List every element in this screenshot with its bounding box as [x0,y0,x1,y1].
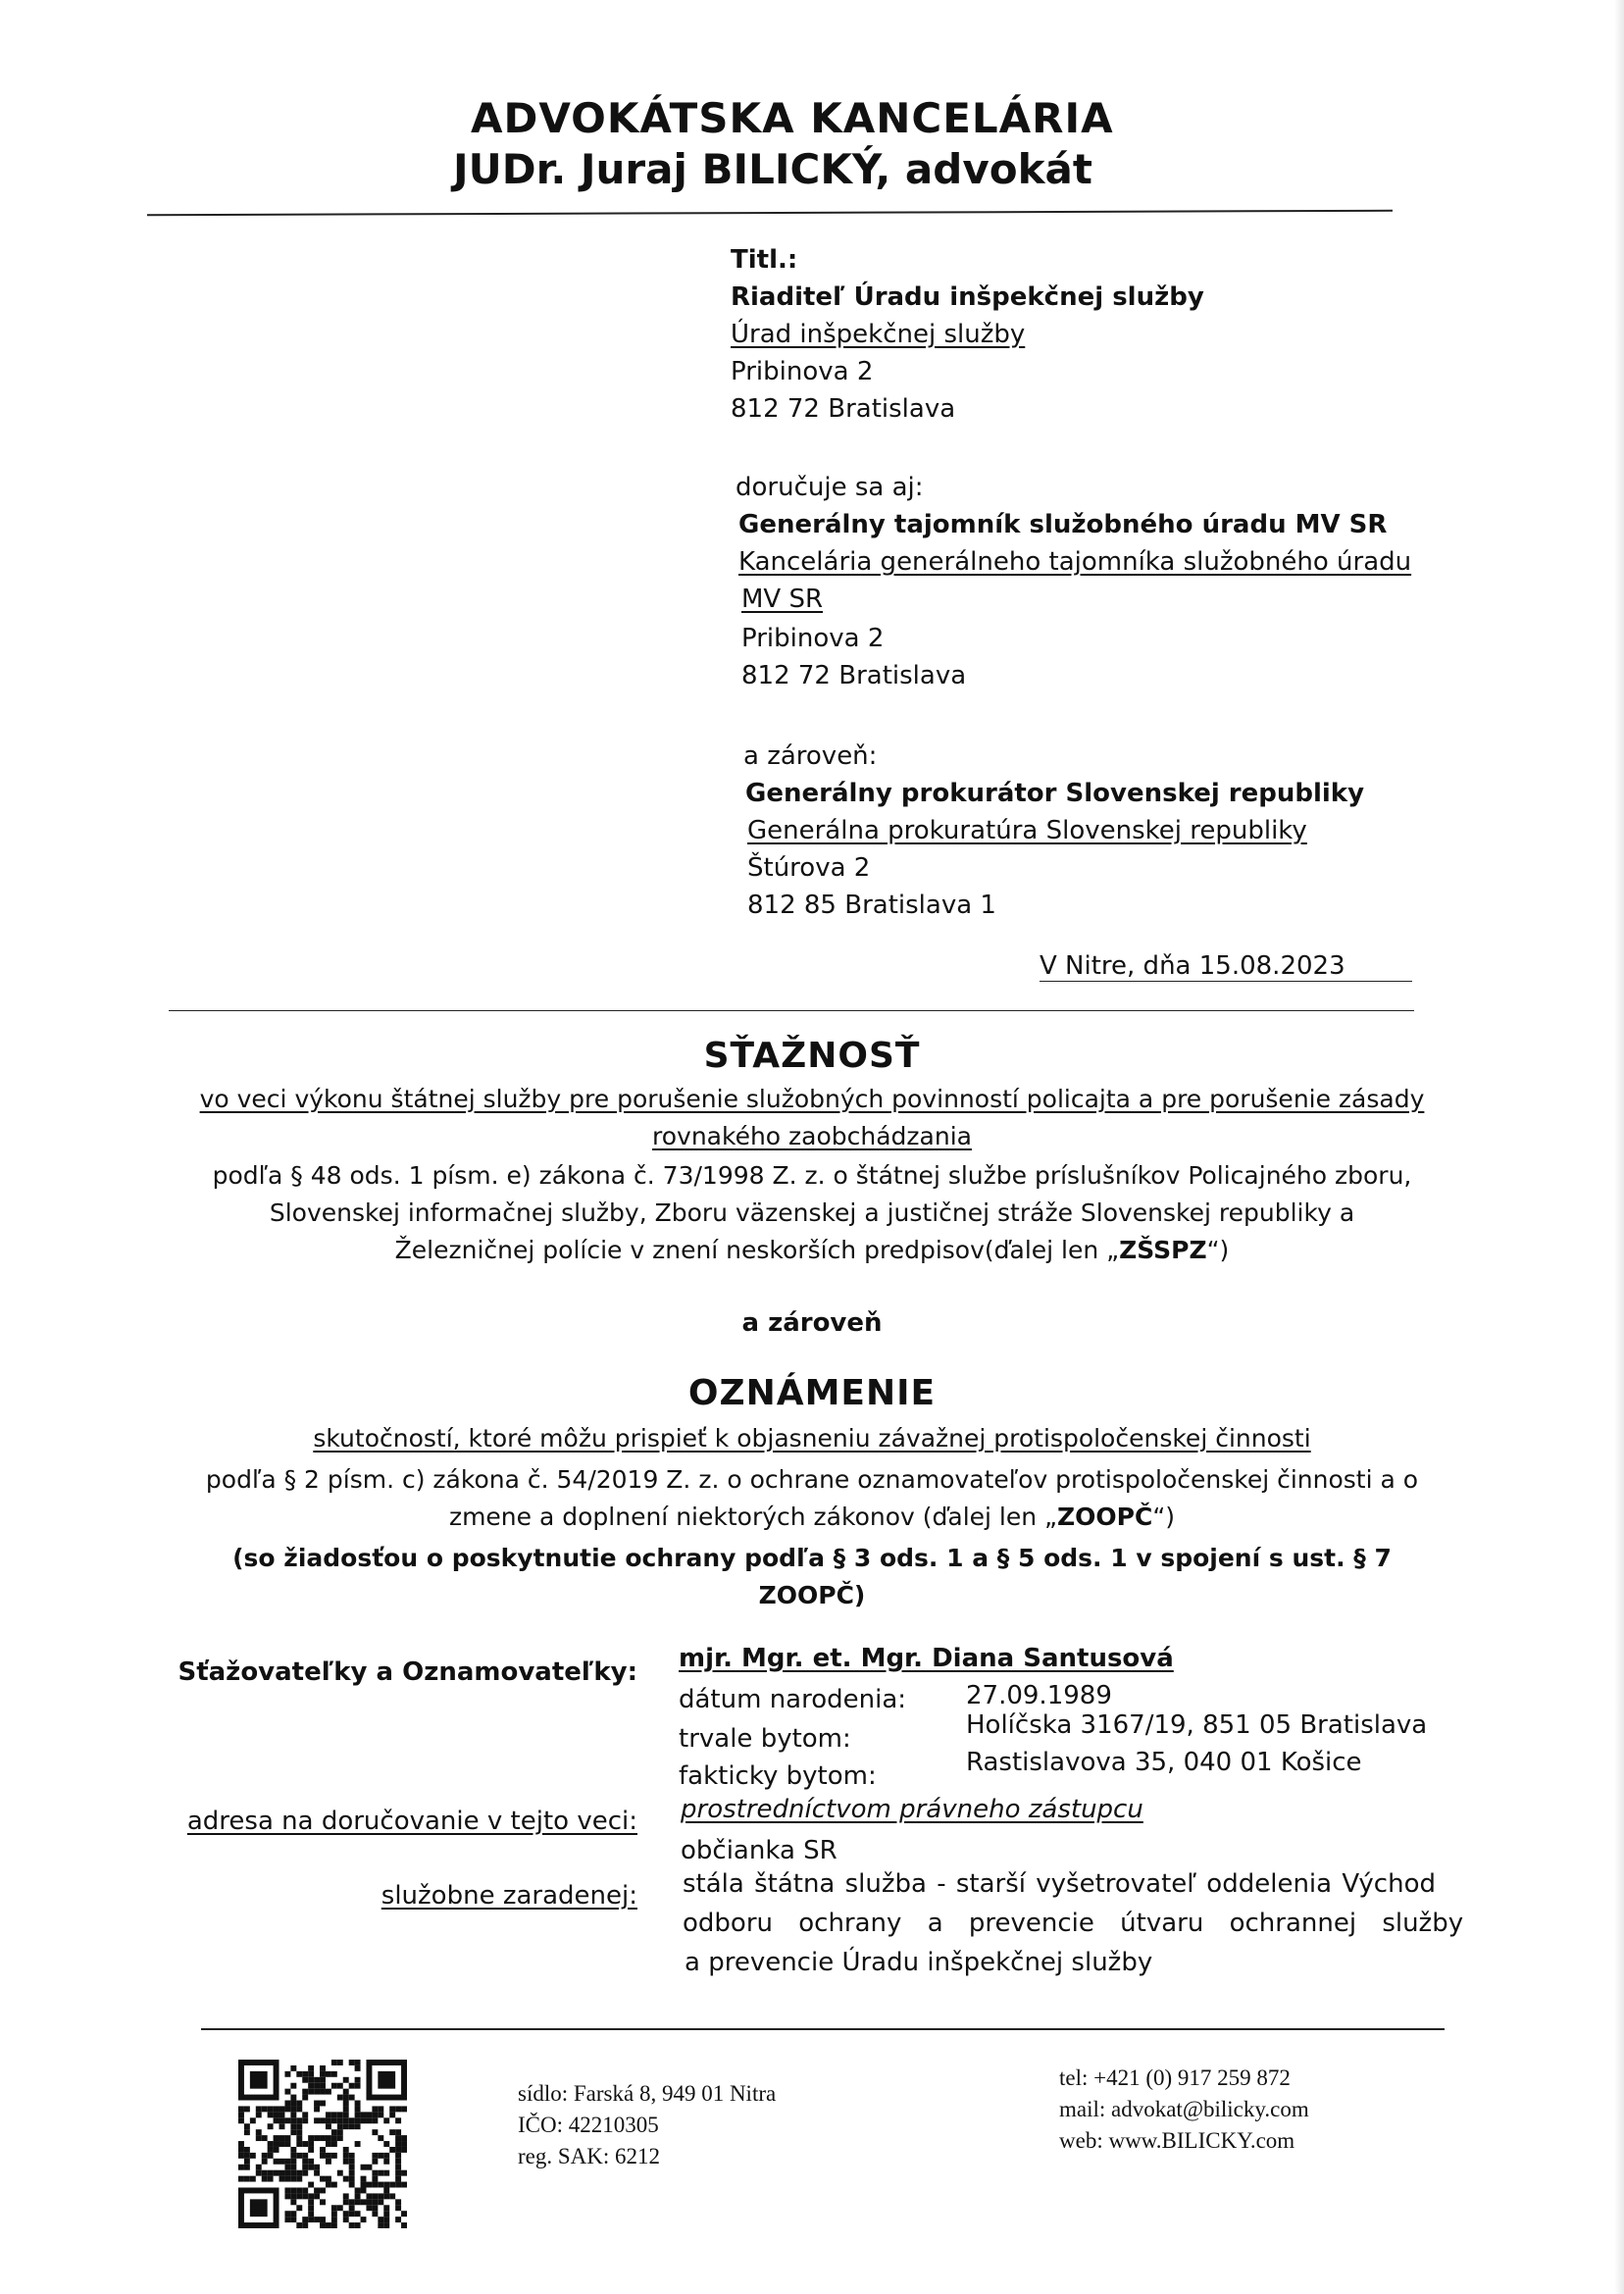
delivery-address-value: prostredníctvom právneho zástupcu [681,1795,1143,1824]
protection-request-line2: ZOOPČ) [758,1581,866,1609]
party-role-label: Sťažovateľky a Oznamovateľky: [178,1657,637,1687]
lawyer-name: JUDr. Juraj BILICKÝ, advokát [453,145,1092,193]
footer-ico: IČO: 42210305 [518,2113,659,2137]
recipient2-street: Pribinova 2 [741,624,885,653]
actual-address-label: fakticky bytom: [679,1761,877,1791]
citizenship: občianka SR [681,1836,837,1865]
notice-title: OZNÁMENIE [687,1373,937,1413]
footer-web: web: www.BILICKY.com [1059,2128,1295,2153]
zsspz-abbreviation: ZŠSPZ [1119,1236,1207,1264]
recipient2-city: 812 72 Bratislava [741,661,967,690]
zoopc-abbreviation: ZOOPČ [1057,1503,1153,1531]
recipient1-city: 812 72 Bratislava [731,394,956,424]
section-rule [169,1010,1414,1011]
recipient3-street: Štúrova 2 [747,853,871,883]
perm-address-label: trvale bytom: [679,1724,851,1754]
recipient1-office: Úrad inšpekčnej služby [731,320,1026,349]
recipient3-city: 812 85 Bratislava 1 [747,891,996,920]
titl-label: Titl.: [731,245,798,275]
service-line2: odboru ochrany a prevencie útvaru ochrannej služby [683,1909,1464,1938]
footer-tel: tel: +421 (0) 917 259 872 [1059,2065,1291,2090]
date-rule [1040,981,1412,982]
complaint-law-line3-close: “) [1206,1236,1230,1264]
notice-law-line2-close: “) [1152,1503,1176,1531]
recipient2-office-line2: MV SR [741,585,824,614]
recipient2-office-line1: Kancelária generálneho tajomníka služobného úradu [738,547,1412,577]
connector-text: a zároveň [741,1308,883,1338]
complaint-title: SŤAŽNOSŤ [703,1036,921,1076]
notice-law-line2-text: zmene a doplnení niektorých zákonov (ďalej len „ [448,1503,1057,1531]
footer-sak: reg. SAK: 6212 [518,2144,661,2168]
notice-law-line1: podľa § 2 písm. c) zákona č. 54/2019 Z. z. o ochrane oznamovateľov protispoločenskej činnosti a o [205,1465,1419,1494]
perm-address-value: Holíčska 3167/19, 851 05 Bratislava [966,1710,1428,1740]
complaint-subject-line2: rovnakého zaobchádzania [652,1122,972,1150]
party-name: mjr. Mgr. et. Mgr. Diana Santusová [679,1644,1174,1673]
service-line3: a prevencie Úradu inšpekčnej služby [685,1948,1153,1977]
recipient1-name: Riaditeľ Úradu inšpekčnej služby [731,282,1204,312]
recipient2-name: Generálny tajomník služobného úradu MV SR [738,510,1388,539]
delivery-note: doručuje sa aj: [736,473,924,502]
protection-request-line1: (so žiadosťou o poskytnutie ochrany podľa § 3 ods. 1 a § 5 ods. 1 v spojení s ust. § 7 [232,1544,1392,1572]
place-date: V Nitre, dňa 15.08.2023 [1040,951,1345,981]
birth-value: 27.09.1989 [966,1681,1112,1710]
complaint-law-line3-text: Železničnej polície v znení neskorších predpisov(ďalej len „ [394,1236,1120,1264]
birth-label: dátum narodenia: [679,1685,907,1714]
delivery-address-label: adresa na doručovanie v tejto veci: [186,1807,637,1836]
actual-address-value: Rastislavova 35, 040 01 Košice [966,1748,1362,1777]
service-line1: stála štátna služba - starší vyšetrovateľ oddelenia Východ [683,1869,1436,1899]
footer-rule [201,2028,1445,2030]
complaint-law-line1: podľa § 48 ods. 1 písm. e) zákona č. 73/1998 Z. z. o štátnej službe príslušníkov Policajného zboru, [212,1161,1412,1190]
header-rule [147,210,1393,216]
complaint-law-line2: Slovenskej informačnej služby, Zboru väzenskej a justičnej stráže Slovenskej republiky a [269,1198,1355,1227]
recipient1-street: Pribinova 2 [731,357,874,386]
notice-subject: skutočností, ktoré môžu prispieť k objasneniu závažnej protispoločenskej činnosti [313,1424,1311,1453]
recipient3-office: Generálna prokuratúra Slovenskej republiky [747,816,1307,845]
also-note: a zároveň: [743,741,878,771]
recipient3-name: Generálny prokurátor Slovenskej republiky [745,779,1365,808]
complaint-subject-line1: vo veci výkonu štátnej služby pre porušenie služobných povinností policajta a pre porušenie zásady [199,1085,1425,1113]
complaint-law-line3 [0,1236,1624,1265]
qr-code [238,2060,407,2228]
footer-mail: mail: advokat@bilicky.com [1059,2097,1309,2121]
notice-law-line2 [0,1503,1624,1532]
firm-name: ADVOKÁTSKA KANCELÁRIA [471,94,1114,142]
service-label: služobne zaradenej: [381,1881,637,1911]
footer-seat: sídlo: Farská 8, 949 01 Nitra [518,2081,777,2106]
